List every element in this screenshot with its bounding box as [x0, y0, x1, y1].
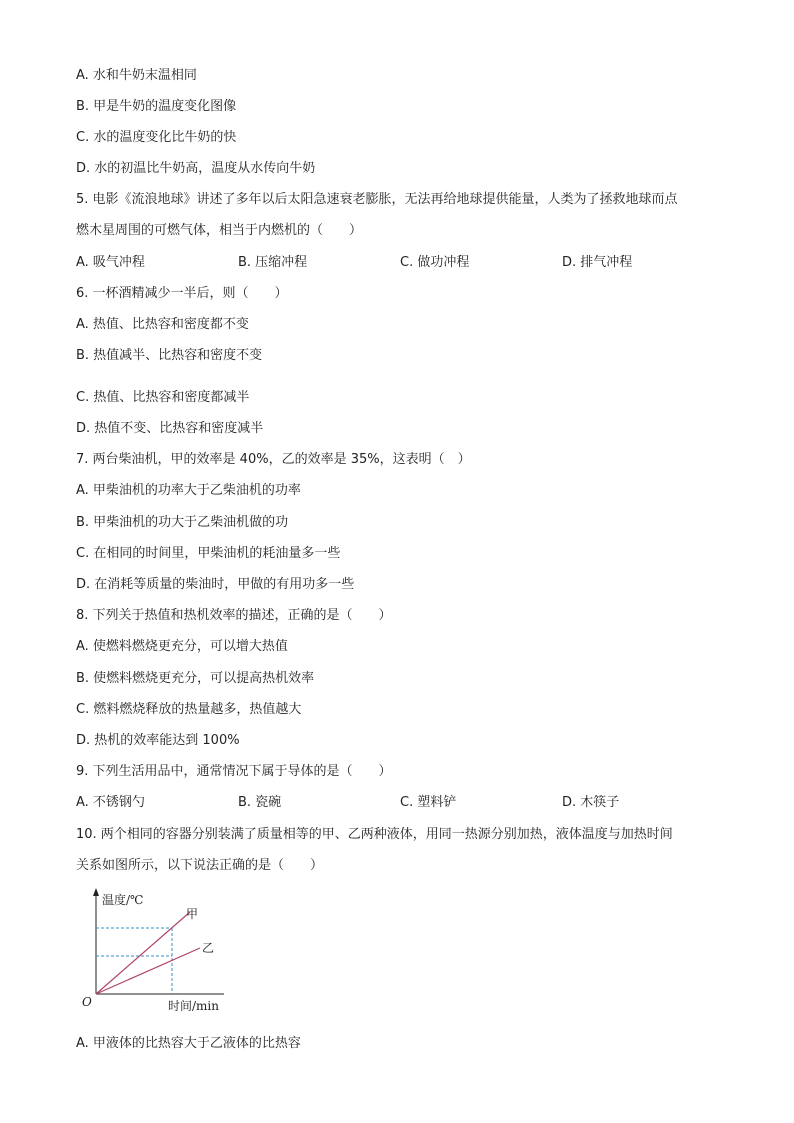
q5-option-c: C. 做功冲程 [400, 255, 470, 270]
q6-option-a: A. 热值、比热容和密度都不变 [76, 317, 249, 332]
q9-option-b: B. 瓷碗 [238, 795, 282, 810]
option-c-prev: C. 水的温度变化比牛奶的快 [76, 130, 237, 145]
q5-option-a: A. 吸气冲程 [76, 255, 145, 270]
y-axis-label: 温度/℃ [102, 893, 144, 907]
q5-option-b: B. 压缩冲程 [238, 255, 308, 270]
q7-option-c: C. 在相同的时间里，甲柴油机的耗油量多一些 [76, 546, 341, 561]
q6-option-b: B. 热值减半、比热容和密度不变 [76, 348, 263, 363]
origin-label: O [82, 995, 92, 1009]
q5-option-d: D. 排气冲程 [562, 255, 633, 270]
q6-option-d: D. 热值不变、比热容和密度减半 [76, 421, 264, 436]
q7-stem: 7. 两台柴油机，甲的效率是 40%，乙的效率是 35%，这表明（ ） [76, 452, 471, 467]
q7-option-b: B. 甲柴油机的功大于乙柴油机做的功 [76, 515, 289, 530]
q9-option-a: A. 不锈钢勺 [76, 795, 145, 810]
q9-options [76, 791, 716, 809]
q9-option-d: D. 木筷子 [562, 795, 620, 810]
temperature-time-figure [76, 884, 236, 1014]
q10-stem-line2: 关系如图所示，以下说法正确的是（ ） [76, 858, 324, 873]
q8-stem: 8. 下列关于热值和热机效率的描述，正确的是（ ） [76, 608, 392, 623]
q9-option-c: C. 塑料铲 [400, 795, 457, 810]
q10-stem-line1: 10. 两个相同的容器分别装满了质量相等的甲、乙两种液体，用同一热源分别加热，液体温度与加热时间 [76, 827, 673, 842]
q5-stem-line2: 燃木星周围的可燃气体，相当于内燃机的（ ） [76, 223, 363, 238]
q8-option-b: B. 使燃料燃烧更充分，可以提高热机效率 [76, 671, 315, 686]
line-jia [96, 912, 190, 994]
q9-stem: 9. 下列生活用品中，通常情况下属于导体的是（ ） [76, 764, 392, 779]
label-jia: 甲 [186, 907, 199, 921]
q5-options [76, 251, 716, 269]
option-d-prev: D. 水的初温比牛奶高，温度从水传向牛奶 [76, 161, 316, 176]
option-a-prev: A. 水和牛奶末温相同 [76, 68, 197, 83]
q8-option-d: D. 热机的效率能达到 100% [76, 733, 240, 748]
q6-stem: 6. 一杯酒精减少一半后，则（ ） [76, 286, 288, 301]
label-yi: 乙 [202, 941, 215, 955]
y-axis-arrow [93, 888, 99, 896]
q5-stem-line1: 5. 电影《流浪地球》讲述了多年以后太阳急速衰老膨胀，无法再给地球提供能量，人类为了拯救地球而点 [76, 192, 678, 207]
q8-option-c: C. 燃料燃烧释放的热量越多，热值越大 [76, 702, 302, 717]
q6-option-c: C. 热值、比热容和密度都减半 [76, 390, 250, 405]
q8-option-a: A. 使燃料燃烧更充分，可以增大热值 [76, 639, 288, 654]
q10-option-a: A. 甲液体的比热容大于乙液体的比热容 [76, 1036, 301, 1051]
x-axis-label: 时间/min [168, 999, 219, 1013]
line-yi [96, 948, 200, 994]
q7-option-a: A. 甲柴油机的功率大于乙柴油机的功率 [76, 483, 301, 498]
option-b-prev: B. 甲是牛奶的温度变化图像 [76, 99, 237, 114]
q7-option-d: D. 在消耗等质量的柴油时，甲做的有用功多一些 [76, 577, 355, 592]
